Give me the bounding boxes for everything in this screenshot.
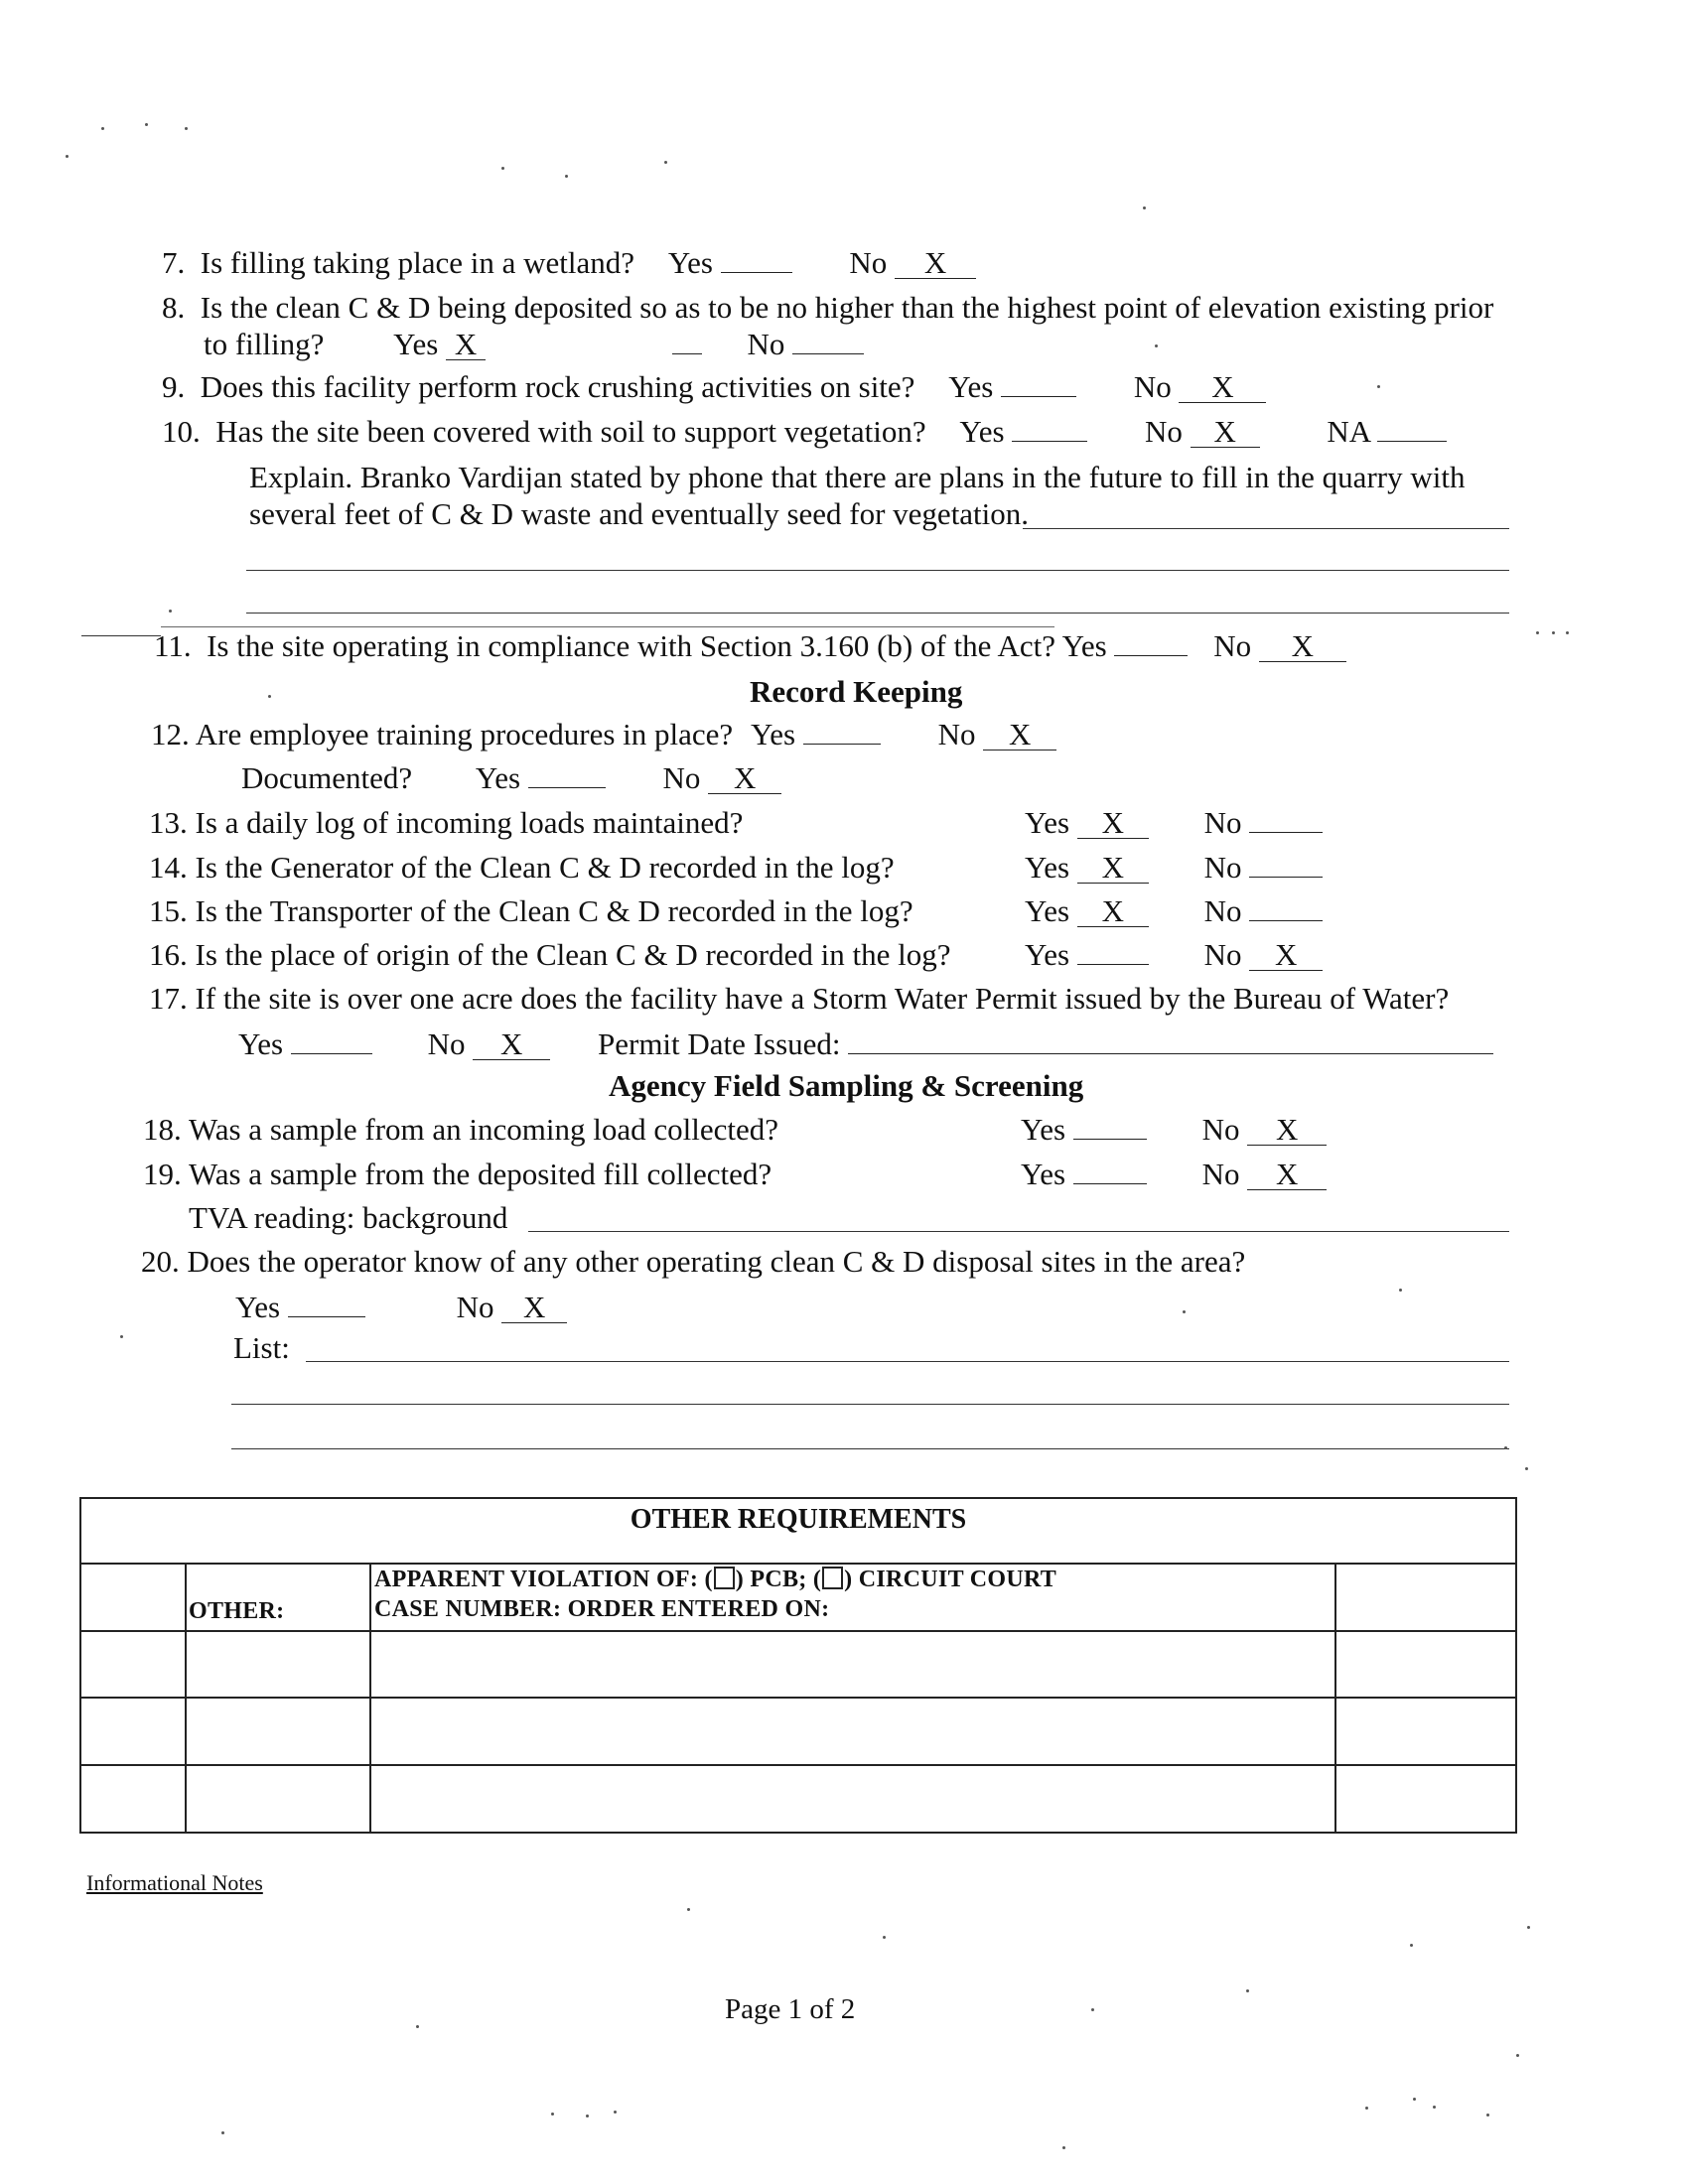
question-10-text: Has the site been covered with soil to support vegetation?: [215, 414, 926, 449]
question-19-answers: Yes No X: [1021, 1157, 1327, 1192]
explain-text-2: several feet of C & D waste and eventually seed for vegetation.: [249, 496, 1030, 531]
question-20-answers: Yes No X: [235, 1290, 567, 1325]
question-15-text: Is the Transporter of the Clean C & D recorded in the log?: [195, 893, 913, 928]
question-18-text: Was a sample from an incoming load collected?: [188, 1112, 778, 1147]
question-12-yes-field[interactable]: [803, 744, 881, 745]
question-16-text: Is the place of origin of the Clean C & D recorded in the log?: [195, 937, 951, 972]
question-19: 19. Was a sample from the deposited fill collected?: [143, 1157, 772, 1191]
list-label: List:: [233, 1330, 290, 1365]
question-8-yes-field[interactable]: X: [446, 330, 486, 360]
question-15-answers: Yes X No: [1025, 893, 1323, 929]
question-17-yes-field[interactable]: [291, 1053, 372, 1054]
question-9: 9. Does this facility perform rock crushing activities on site? Yes No X: [162, 369, 1266, 405]
circuit-court-checkbox[interactable]: [822, 1567, 843, 1589]
question-19-no-field[interactable]: X: [1247, 1160, 1327, 1190]
question-10-yes-field[interactable]: [1012, 441, 1087, 442]
violation-row: APPARENT VIOLATION OF: ( ) PCB; ( ) CIRCUIT COURT: [374, 1567, 1057, 1592]
case-number-row: CASE NUMBER: ORDER ENTERED ON:: [374, 1596, 830, 1622]
list-line-3[interactable]: [231, 1448, 1509, 1449]
question-18-yes-field[interactable]: [1073, 1139, 1147, 1140]
question-20: 20. Does the operator know of any other operating clean C & D disposal sites in the area?: [141, 1244, 1246, 1279]
question-12-text: Are employee training procedures in place?: [195, 717, 734, 751]
other-requirements-table: [79, 1497, 1517, 1834]
question-14: 14. Is the Generator of the Clean C & D recorded in the log?: [149, 850, 895, 885]
question-7-text: Is filling taking place in a wetland?: [200, 245, 635, 280]
documented-yes-field[interactable]: [528, 787, 606, 788]
question-18-answers: Yes No X: [1021, 1112, 1327, 1148]
question-13: 13. Is a daily log of incoming loads maintained?: [149, 805, 744, 840]
section-record-keeping: Record Keeping: [750, 674, 963, 709]
question-9-yes-field[interactable]: [1001, 396, 1076, 397]
question-20-text: Does the operator know of any other operating clean C & D disposal sites in the area?: [187, 1244, 1246, 1279]
question-15-no-field[interactable]: [1249, 920, 1323, 921]
other-label: OTHER:: [189, 1598, 285, 1624]
question-11: 11. Is the site operating in compliance with Section 3.160 (b) of the Act? Yes No X: [154, 628, 1346, 664]
section-sampling: Agency Field Sampling & Screening: [609, 1068, 1084, 1103]
question-12-no-field[interactable]: X: [983, 720, 1056, 751]
question-13-yes-field[interactable]: X: [1077, 808, 1149, 839]
question-19-text: Was a sample from the deposited fill collected?: [188, 1157, 772, 1191]
question-16: 16. Is the place of origin of the Clean C & D recorded in the log?: [149, 937, 951, 972]
documented-no-field[interactable]: X: [708, 763, 781, 794]
question-8-line-2: to filling? Yes X No: [204, 327, 864, 362]
question-10-na-field[interactable]: [1377, 441, 1447, 442]
question-7-yes-field[interactable]: [721, 272, 792, 273]
question-17: 17. If the site is over one acre does the facility have a Storm Water Permit issued by the Bureau of Water?: [149, 981, 1450, 1016]
question-17-answers: Yes No X Permit Date Issued:: [238, 1026, 1493, 1062]
question-20-no-field[interactable]: X: [501, 1293, 567, 1323]
question-13-answers: Yes X No: [1025, 805, 1323, 841]
explain-underline-1: [1023, 528, 1509, 529]
pcb-checkbox[interactable]: [714, 1567, 735, 1589]
question-11-text: Is the site operating in compliance with Section 3.160 (b) of the Act?: [207, 628, 1055, 663]
explain-blank-line-1[interactable]: [246, 570, 1509, 571]
question-12: 12. Are employee training procedures in place? Yes No X: [151, 717, 1056, 752]
question-13-text: Is a daily log of incoming loads maintained?: [195, 805, 744, 840]
scan-artifact-line-2: [161, 626, 1054, 627]
question-15-yes-field[interactable]: X: [1077, 896, 1149, 927]
question-11-no-field[interactable]: X: [1259, 631, 1346, 662]
question-11-yes-field[interactable]: [1114, 655, 1188, 656]
question-16-answers: Yes No X: [1025, 937, 1323, 973]
permit-date-field[interactable]: [848, 1053, 1493, 1054]
informational-notes: Informational Notes: [86, 1870, 263, 1895]
question-14-no-field[interactable]: [1249, 877, 1323, 878]
question-16-yes-field[interactable]: [1077, 964, 1149, 965]
list-line-1[interactable]: [306, 1361, 1509, 1362]
question-18-no-field[interactable]: X: [1247, 1115, 1327, 1146]
question-17-no-field[interactable]: X: [473, 1029, 550, 1060]
tva-reading-label: TVA reading: background: [189, 1200, 508, 1235]
question-8-no-field[interactable]: [792, 353, 864, 354]
question-14-answers: Yes X No: [1025, 850, 1323, 886]
list-line-2[interactable]: [231, 1404, 1509, 1405]
explain-text-1: Branko Vardijan stated by phone that there are plans in the future to fill in the quarry with: [359, 460, 1466, 494]
question-20-yes-field[interactable]: [288, 1316, 365, 1317]
page-number: Page 1 of 2: [725, 1993, 856, 2025]
question-16-no-field[interactable]: X: [1249, 940, 1323, 971]
explain-blank-line-2[interactable]: [246, 613, 1509, 614]
question-18: 18. Was a sample from an incoming load collected?: [143, 1112, 778, 1147]
table-title: OTHER REQUIREMENTS: [630, 1504, 967, 1535]
question-14-yes-field[interactable]: X: [1077, 853, 1149, 884]
question-9-text: Does this facility perform rock crushing activities on site?: [200, 369, 915, 404]
question-10-no-field[interactable]: X: [1191, 417, 1260, 448]
question-8: 8. Is the clean C & D being deposited so as to be no higher than the highest point of elevation existing prior: [162, 290, 1494, 325]
question-8-text: Is the clean C & D being deposited so as to be no higher than the highest point of elevation existing prior: [200, 290, 1494, 325]
question-7: 7. Is filling taking place in a wetland? Yes No X: [162, 245, 976, 281]
question-7-no-field[interactable]: X: [895, 248, 976, 279]
question-13-no-field[interactable]: [1249, 832, 1323, 833]
explain-line-2: [249, 496, 1029, 532]
explain-line-1: Explain. Branko Vardijan stated by phone that there are plans in the future to fill in the quarry with: [249, 460, 1466, 494]
tva-reading-field[interactable]: [528, 1231, 1509, 1232]
question-9-no-field[interactable]: X: [1179, 372, 1266, 403]
question-19-yes-field[interactable]: [1073, 1183, 1147, 1184]
question-10: 10. Has the site been covered with soil to support vegetation? Yes No X NA: [162, 414, 1447, 450]
question-15: 15. Is the Transporter of the Clean C & D recorded in the log?: [149, 893, 913, 928]
question-14-text: Is the Generator of the Clean C & D recorded in the log?: [195, 850, 895, 885]
scan-artifact-line: [81, 635, 161, 636]
documented-row: Documented? Yes No X: [241, 760, 781, 796]
question-17-text: If the site is over one acre does the facility have a Storm Water Permit issued by the Bureau of Water?: [195, 981, 1450, 1016]
